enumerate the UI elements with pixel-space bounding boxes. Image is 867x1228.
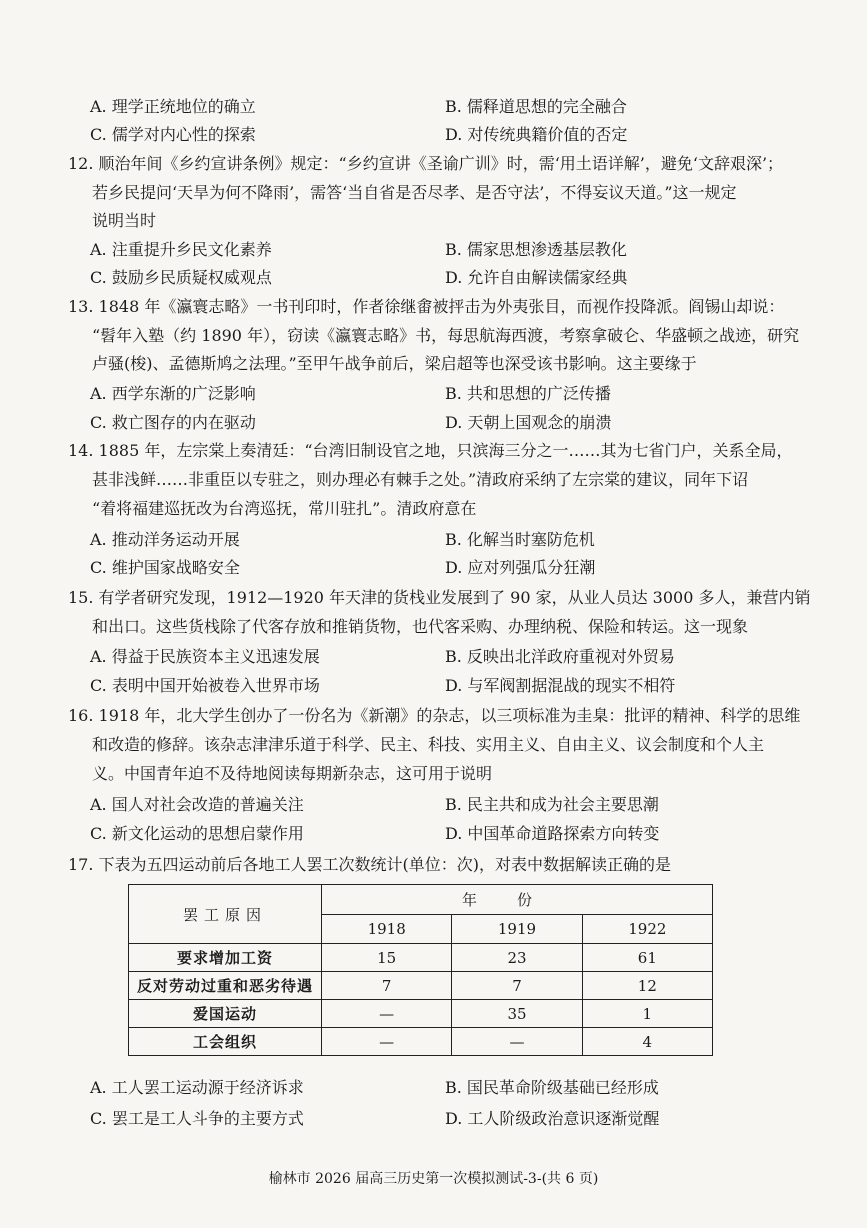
q12-option-b: B. 儒家思想渗透基层教化 <box>445 240 627 259</box>
table-row-label: 反对劳动过重和恶劣待遇 <box>129 972 322 1000</box>
q15-stem-line2: 和出口。这些货栈除了代客存放和推销货物，也代客采购、办理纳税、保险和转运。这一现象 <box>92 617 749 636</box>
q17-option-b: B. 国民革命阶级基础已经形成 <box>445 1078 659 1097</box>
table-cell: 61 <box>582 944 712 972</box>
table-cell: 15 <box>322 944 452 972</box>
q14-option-d: D. 应对列强瓜分狂潮 <box>445 558 596 577</box>
q12-option-c: C. 鼓励乡民质疑权威观点 <box>90 268 272 287</box>
q14-stem-line2: 甚非浅鲜……非重臣以专驻之，则办理必有棘手之处。”清政府采纳了左宗棠的建议，同年下诏 <box>92 470 749 489</box>
table-cell: 12 <box>582 972 712 1000</box>
q15-option-b: B. 反映出北洋政府重视对外贸易 <box>445 647 675 666</box>
table-year-2: 1919 <box>452 914 582 944</box>
table-cell: — <box>322 1000 452 1028</box>
table-header-year: 年份 <box>322 885 713 915</box>
q17-option-a: A. 工人罢工运动源于经济诉求 <box>90 1078 304 1097</box>
q15-option-c: C. 表明中国开始被卷入世界市场 <box>90 676 320 695</box>
q13-stem-line2: “髫年入塾（约 1890 年），窃读《瀛寰志略》书，每思航海西渡，考察拿破仑、华盛顿之战迹，研究 <box>92 326 800 345</box>
table-cell: 4 <box>582 1028 712 1056</box>
q12-stem-line1: 12. 顺治年间《乡约宣讲条例》规定：“乡约宣讲《圣谕广训》时，需‘用土语详解’，避免‘文辞艰深’； <box>68 154 784 173</box>
q12-stem-line2: 若乡民提问‘天旱为何不降雨’，需答‘当自省是否尽孝、是否守法’，不得妄议天道。”这一规定 <box>92 183 737 202</box>
q15-option-d: D. 与军阀割据混战的现实不相符 <box>445 676 676 695</box>
table-row-label: 工会组织 <box>129 1028 322 1056</box>
q13-option-b: B. 共和思想的广泛传播 <box>445 384 611 403</box>
table-row <box>129 1000 713 1028</box>
table-cell: 1 <box>582 1000 712 1028</box>
q11-option-b: B. 儒释道思想的完全融合 <box>445 97 627 116</box>
q14-stem-line1: 14. 1885 年，左宗棠上奏清廷：“台湾旧制设官之地，只滨海三分之一……其为七省门户，关系全局， <box>68 441 793 460</box>
page-footer: 榆林市 2026 届高三历史第一次模拟测试-3-(共 6 页) <box>268 1171 599 1187</box>
table-header-reason: 罢工原因 <box>129 885 322 944</box>
table-row <box>129 1028 713 1056</box>
table-cell: — <box>322 1028 452 1056</box>
table-cell: — <box>452 1028 582 1056</box>
q11-option-c: C. 儒学对内心性的探索 <box>90 125 256 144</box>
q16-option-d: D. 中国革命道路探索方向转变 <box>445 824 660 843</box>
q16-stem-line1: 16. 1918 年，北大学生创办了一份名为《新潮》的杂志，以三项标准为圭臬：批评的精神、科学的思维 <box>68 706 801 725</box>
table-row <box>129 944 713 972</box>
q17-option-c: C. 罢工是工人斗争的主要方式 <box>90 1109 304 1128</box>
table-row-label: 要求增加工资 <box>129 944 322 972</box>
table-cell: 23 <box>452 944 582 972</box>
q14-option-b: B. 化解当时塞防危机 <box>445 530 595 549</box>
q13-option-c: C. 救亡图存的内在驱动 <box>90 413 256 432</box>
q13-option-d: D. 天朝上国观念的崩溃 <box>445 413 612 432</box>
q12-option-d: D. 允许自由解读儒家经典 <box>445 268 628 287</box>
q16-option-c: C. 新文化运动的思想启蒙作用 <box>90 824 304 843</box>
q14-option-c: C. 维护国家战略安全 <box>90 558 240 577</box>
q14-stem-line3: “着将福建巡抚改为台湾巡抚，常川驻扎”。清政府意在 <box>92 499 477 518</box>
q12-stem-line3: 说明当时 <box>92 211 157 230</box>
q15-stem-line1: 15. 有学者研究发现，1912—1920 年天津的货栈业发展到了 90 家，从业人员达 3000 多人，兼营内销 <box>68 588 811 607</box>
q16-option-a: A. 国人对社会改造的普遍关注 <box>90 795 304 814</box>
q11-option-d: D. 对传统典籍价值的否定 <box>445 125 628 144</box>
q12-option-a: A. 注重提升乡民文化素养 <box>90 240 272 259</box>
q16-stem-line2: 和改造的修辞。该杂志津津乐道于科学、民主、科技、实用主义、自由主义、议会制度和个人主 <box>92 735 765 754</box>
q13-stem-line1: 13. 1848 年《瀛寰志略》一书刊印时，作者徐继畬被抨击为外夷张目，而视作投降派。阎锡山却说： <box>68 297 785 316</box>
q16-option-b: B. 民主共和成为社会主要思潮 <box>445 795 659 814</box>
q15-option-a: A. 得益于民族资本主义迅速发展 <box>90 647 320 666</box>
table-year-3: 1922 <box>582 914 712 944</box>
q13-option-a: A. 西学东渐的广泛影响 <box>90 384 256 403</box>
q17-stem-line1: 17. 下表为五四运动前后各地工人罢工次数统计(单位：次)，对表中数据解读正确的是 <box>68 855 672 874</box>
q13-stem-line3: 卢骚(梭)、孟德斯鸠之法理。”至甲午战争前后，梁启超等也深受该书影响。这主要缘于 <box>92 354 697 373</box>
table-year-1: 1918 <box>322 914 452 944</box>
q11-option-a: A. 理学正统地位的确立 <box>90 97 256 116</box>
q14-option-a: A. 推动洋务运动开展 <box>90 530 240 549</box>
table-cell: 7 <box>322 972 452 1000</box>
table-row-label: 爱国运动 <box>129 1000 322 1028</box>
table-cell: 7 <box>452 972 582 1000</box>
q16-stem-line3: 义。中国青年迫不及待地阅读每期新杂志，这可用于说明 <box>92 764 493 783</box>
strike-statistics-table <box>128 884 713 1056</box>
table-row <box>129 972 713 1000</box>
table-cell: 35 <box>452 1000 582 1028</box>
q17-option-d: D. 工人阶级政治意识逐渐觉醒 <box>445 1109 660 1128</box>
